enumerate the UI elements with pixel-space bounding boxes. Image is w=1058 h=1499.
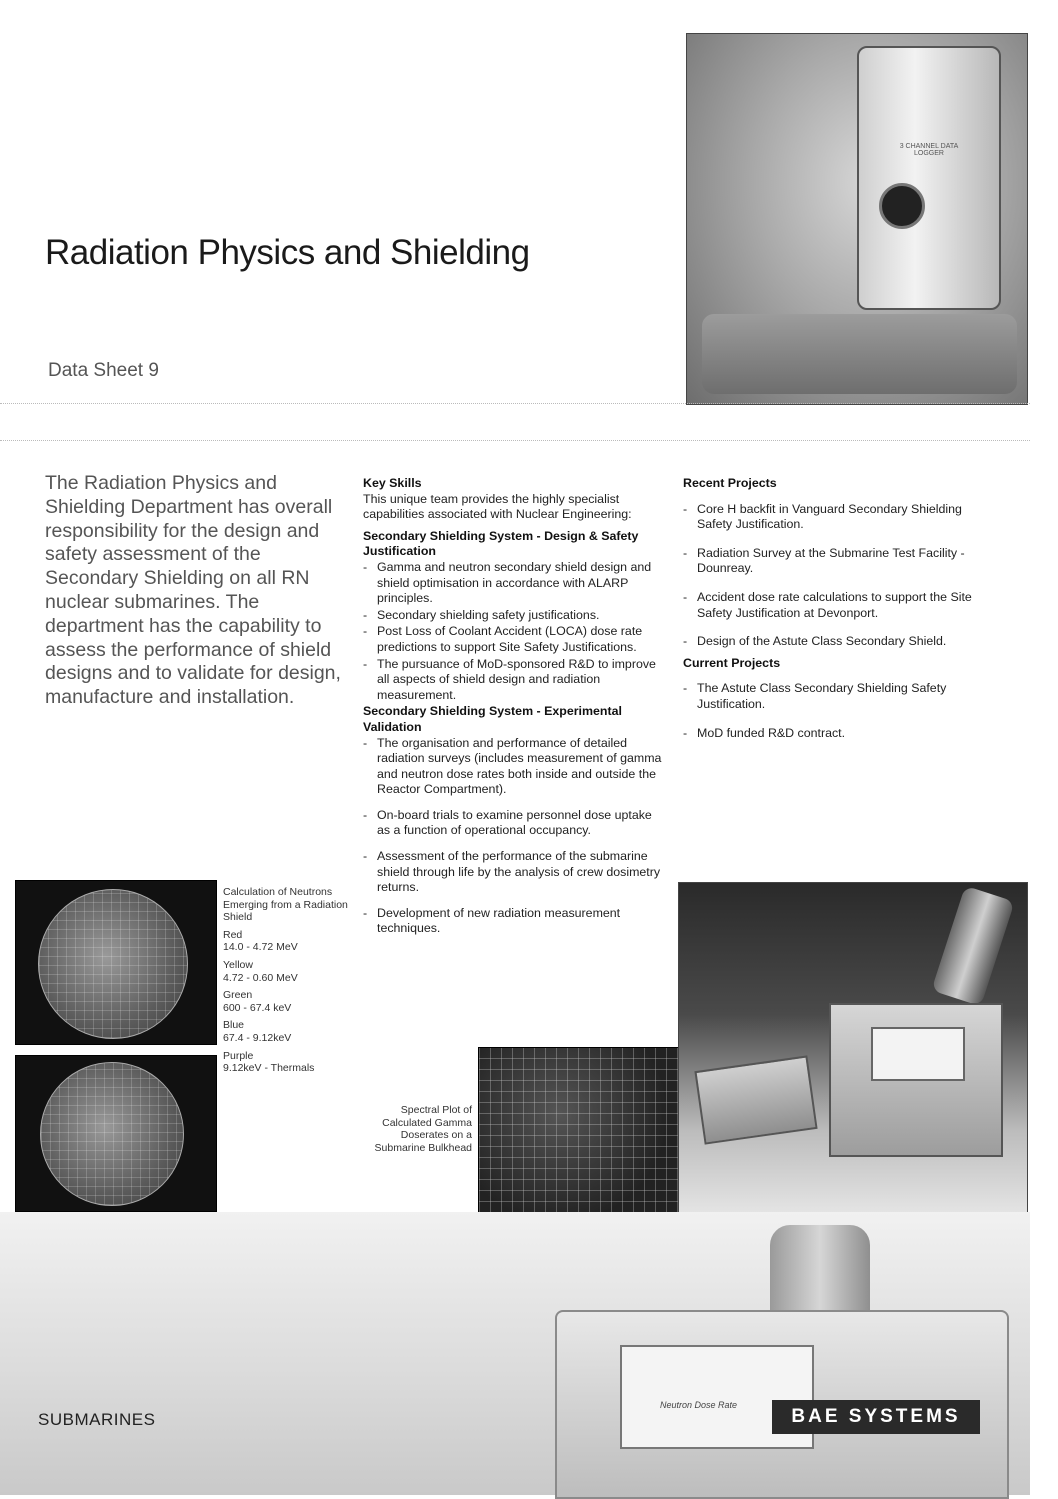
brand-logo: BAE SYSTEMS (772, 1400, 980, 1434)
neutron-disc (38, 889, 188, 1039)
junction-box (694, 1055, 817, 1144)
spectral-caption: Spectral Plot of Calculated Gamma Doserates on a Submarine Bulkhead (374, 1104, 472, 1154)
spectral-plot-image (478, 1047, 680, 1214)
design-list (363, 560, 668, 703)
list-item: - Accident dose rate calculations to support the Site Safety Justification at Devonport. (683, 590, 988, 621)
neutron-caption-title: Calculation of Neutrons Emerging from a Radiation Shield (223, 886, 348, 924)
neutron-scan-image-2 (15, 1055, 217, 1212)
list-item: - Assessment of the performance of the submarine shield through life by the analysis of crew dosimetry returns. (363, 849, 668, 896)
key-skills-intro: This unique team provides the highly specialist capabilities associated with Nuclear Engineering: (363, 491, 632, 522)
section-label: SUBMARINES (38, 1410, 156, 1429)
data-logger-photo (686, 33, 1028, 405)
data-logger-label: 3 CHANNEL DATA LOGGER (899, 143, 959, 157)
design-heading: Secondary Shielding System - Design & Safety Justification (363, 528, 639, 559)
lamp-housing (770, 1225, 870, 1320)
list-item: - The Astute Class Secondary Shielding Safety Justification. (683, 681, 988, 712)
band-range: 67.4 - 9.12keV (223, 1031, 292, 1044)
list-item: - Design of the Astute Class Secondary Shield. (683, 634, 988, 650)
data-logger-knob (879, 183, 925, 229)
recent-projects-list (683, 502, 988, 650)
band-name: Blue (223, 1019, 245, 1032)
neutron-scan-image-1 (15, 880, 217, 1045)
band-red (223, 929, 348, 954)
recent-projects-heading: Recent Projects (683, 476, 777, 490)
list-item: - MoD funded R&D contract. (683, 726, 988, 742)
meter-box (829, 1003, 1003, 1157)
band-purple (223, 1050, 348, 1075)
key-skills-heading: Key Skills (363, 476, 422, 490)
probe-cylinder (931, 886, 1014, 1007)
list-item: - Gamma and neutron secondary shield design and shield optimisation in accordance with ALARP principles. (363, 560, 668, 607)
data-logger-base (702, 314, 1017, 394)
band-yellow (223, 959, 348, 984)
experimental-list (363, 736, 668, 938)
intro-text: The Radiation Physics and Shielding Department has overall responsibility for the design and safety assessment of the Secondary Shielding on all RN nuclear submarines. The department has the capability to assess the performance of shield designs and to validate for design, manufacture and installation. (45, 472, 341, 709)
page-subtitle: Data Sheet 9 (48, 360, 159, 381)
key-skills-column (363, 476, 668, 947)
page-title: Radiation Physics and Shielding (45, 233, 530, 272)
list-item: - The pursuance of MoD-sponsored R&D to improve all aspects of shield design and radiation measurement. (363, 657, 668, 704)
list-item: - Radiation Survey at the Submarine Test Facility - Dounreay. (683, 546, 988, 577)
list-item: - On-board trials to examine personnel dose uptake as a function of operational occupancy. (363, 808, 668, 839)
divider-bottom (0, 440, 1030, 441)
band-range: 14.0 - 4.72 MeV (223, 941, 298, 954)
current-projects-list (683, 681, 988, 741)
band-name: Purple (223, 1049, 254, 1062)
list-item: - Secondary shielding safety justifications. (363, 608, 668, 624)
band-name: Red (223, 928, 243, 941)
band-blue (223, 1019, 348, 1044)
band-range: 600 - 67.4 keV (223, 1001, 292, 1014)
divider-top (0, 403, 1030, 404)
current-projects-heading: Current Projects (683, 655, 781, 670)
data-logger-box (857, 46, 1001, 310)
band-name: Yellow (223, 958, 253, 971)
projects-column (683, 476, 988, 754)
list-item: - Development of new radiation measurement techniques. (363, 906, 668, 937)
list-item: - Core H backfit in Vanguard Secondary Shielding Safety Justification. (683, 502, 988, 533)
list-item: - Post Loss of Coolant Accident (LOCA) dose rate predictions to support Site Safety Justifications. (363, 624, 668, 655)
meter-dial (871, 1027, 965, 1081)
experimental-heading: Secondary Shielding System - Experimental Validation (363, 704, 622, 734)
dial-label: Neutron Dose Rate (660, 1400, 738, 1410)
neutron-disc (40, 1062, 184, 1206)
band-name: Green (223, 989, 253, 1002)
neutron-caption (223, 886, 348, 1080)
band-range: 9.12keV - Thermals (223, 1062, 315, 1075)
survey-meter-photo (678, 882, 1028, 1214)
band-green (223, 989, 348, 1014)
band-range: 4.72 - 0.60 MeV (223, 971, 298, 984)
list-item: - The organisation and performance of detailed radiation surveys (includes measurement of gamma and neutron dose rates both inside and outside the Reactor Compartment). (363, 736, 668, 798)
